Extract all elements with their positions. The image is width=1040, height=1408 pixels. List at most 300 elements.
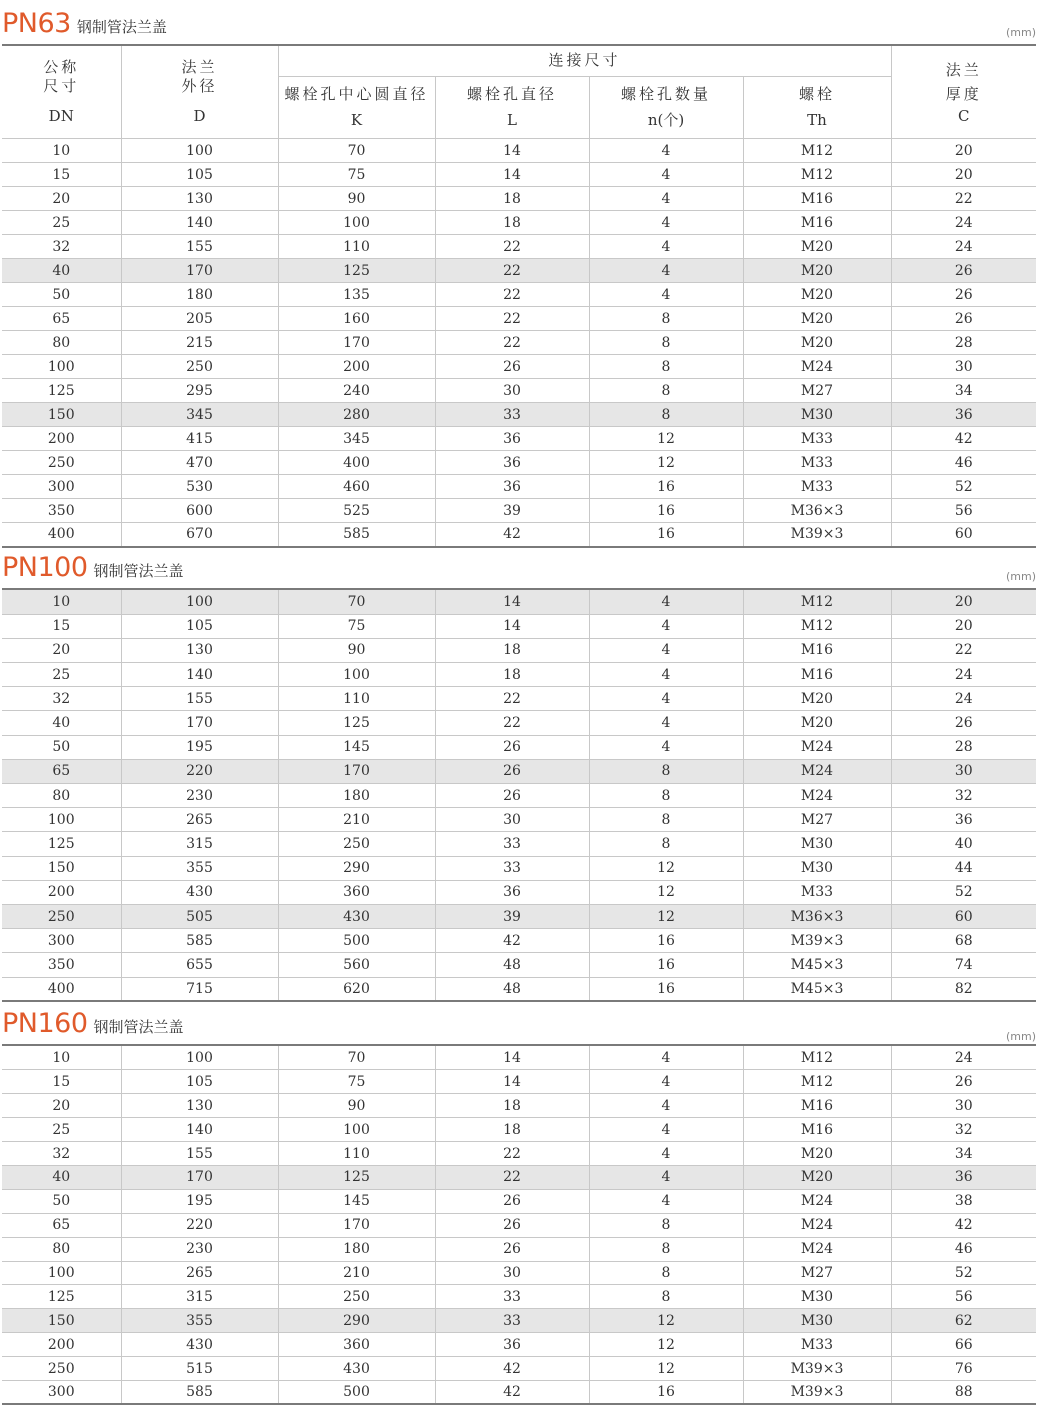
cell-bolt-hole-count: 16	[589, 953, 743, 977]
cell-thickness: 36	[891, 1165, 1036, 1189]
section-pn100	[0, 546, 1040, 1002]
header-bolt-hole-diameter	[435, 76, 589, 138]
table-row	[2, 1142, 1036, 1166]
cell-bolt-hole-diameter: 22	[435, 259, 589, 283]
cell-thickness: 20	[891, 590, 1036, 614]
cell-thickness: 22	[891, 638, 1036, 662]
cell-dn: 300	[2, 475, 121, 499]
section-pn160	[0, 1002, 1040, 1408]
cell-bolt-hole-diameter: 42	[435, 1357, 589, 1381]
cell-dn: 300	[2, 1380, 121, 1404]
cell-bolt-size: M12	[743, 1046, 891, 1070]
cell-thickness: 26	[891, 259, 1036, 283]
header-bolt-hole-count	[589, 76, 743, 138]
cell-bolt-hole-diameter: 22	[435, 307, 589, 331]
cell-bolt-size: M33	[743, 1333, 891, 1357]
cell-bolt-circle: 75	[278, 614, 435, 638]
cell-outer-diameter: 355	[121, 1309, 278, 1333]
cell-bolt-hole-count: 4	[589, 1142, 743, 1166]
table-row	[2, 1070, 1036, 1094]
cell-outer-diameter: 715	[121, 977, 278, 1001]
cell-bolt-hole-diameter: 36	[435, 427, 589, 451]
cell-outer-diameter: 220	[121, 759, 278, 783]
cell-thickness: 40	[891, 832, 1036, 856]
cell-dn: 350	[2, 953, 121, 977]
cell-thickness: 32	[891, 1118, 1036, 1142]
cell-bolt-hole-count: 12	[589, 1357, 743, 1381]
table-row	[2, 1285, 1036, 1309]
cell-outer-diameter: 430	[121, 880, 278, 904]
cell-dn: 15	[2, 1070, 121, 1094]
table-row	[2, 1333, 1036, 1357]
cell-bolt-hole-diameter: 36	[435, 880, 589, 904]
cell-dn: 300	[2, 929, 121, 953]
cell-bolt-size: M16	[743, 211, 891, 235]
cell-outer-diameter: 180	[121, 283, 278, 307]
unit-label: (mm)	[1005, 26, 1036, 39]
cell-bolt-size: M39×3	[743, 1380, 891, 1404]
cell-bolt-hole-count: 8	[589, 1213, 743, 1237]
pressure-class: PN160	[2, 1008, 88, 1039]
header-bolt-hole-code: L	[507, 110, 517, 129]
cell-bolt-size: M24	[743, 735, 891, 759]
cell-dn: 10	[2, 590, 121, 614]
cell-outer-diameter: 430	[121, 1333, 278, 1357]
cell-thickness: 24	[891, 235, 1036, 259]
cell-bolt-hole-count: 12	[589, 1309, 743, 1333]
table-row	[2, 499, 1036, 523]
cell-bolt-size: M33	[743, 880, 891, 904]
table-row	[2, 1118, 1036, 1142]
cell-bolt-hole-count: 4	[589, 1165, 743, 1189]
table-row	[2, 880, 1036, 904]
flange-table-pn63	[2, 46, 1036, 548]
cell-bolt-hole-count: 4	[589, 187, 743, 211]
cell-bolt-hole-count: 4	[589, 139, 743, 163]
cell-bolt-hole-diameter: 18	[435, 187, 589, 211]
cell-bolt-size: M24	[743, 784, 891, 808]
cell-bolt-size: M24	[743, 355, 891, 379]
cell-bolt-hole-diameter: 26	[435, 784, 589, 808]
cell-bolt-circle: 170	[278, 331, 435, 355]
cell-outer-diameter: 130	[121, 187, 278, 211]
cell-outer-diameter: 470	[121, 451, 278, 475]
cell-bolt-hole-diameter: 36	[435, 451, 589, 475]
table-row	[2, 953, 1036, 977]
header-connection-group	[278, 46, 891, 76]
table-row	[2, 590, 1036, 614]
cell-dn: 10	[2, 1046, 121, 1070]
cell-bolt-hole-diameter: 33	[435, 856, 589, 880]
cell-bolt-circle: 290	[278, 856, 435, 880]
cell-bolt-circle: 430	[278, 904, 435, 928]
cell-thickness: 30	[891, 355, 1036, 379]
cell-dn: 400	[2, 977, 121, 1001]
cell-thickness: 52	[891, 475, 1036, 499]
cell-bolt-circle: 100	[278, 663, 435, 687]
cell-bolt-size: M39×3	[743, 929, 891, 953]
cell-thickness: 60	[891, 904, 1036, 928]
cell-bolt-hole-count: 4	[589, 1118, 743, 1142]
cell-bolt-size: M30	[743, 1309, 891, 1333]
cell-thickness: 42	[891, 427, 1036, 451]
cell-dn: 10	[2, 139, 121, 163]
table-row	[2, 379, 1036, 403]
cell-bolt-hole-count: 8	[589, 784, 743, 808]
cell-bolt-size: M33	[743, 475, 891, 499]
cell-bolt-size: M12	[743, 139, 891, 163]
cell-bolt-circle: 125	[278, 259, 435, 283]
cell-dn: 200	[2, 427, 121, 451]
cell-bolt-hole-count: 12	[589, 451, 743, 475]
cell-bolt-hole-diameter: 14	[435, 614, 589, 638]
cell-thickness: 76	[891, 1357, 1036, 1381]
cell-thickness: 46	[891, 451, 1036, 475]
cell-bolt-hole-diameter: 22	[435, 283, 589, 307]
cell-dn: 32	[2, 1142, 121, 1166]
cell-dn: 50	[2, 283, 121, 307]
cell-thickness: 26	[891, 1070, 1036, 1094]
cell-bolt-circle: 70	[278, 590, 435, 614]
cell-dn: 150	[2, 856, 121, 880]
cell-bolt-hole-diameter: 48	[435, 953, 589, 977]
header-bolt-count-code: n(个)	[647, 110, 685, 129]
cell-bolt-hole-count: 8	[589, 808, 743, 832]
cell-bolt-hole-diameter: 42	[435, 929, 589, 953]
table-row	[2, 259, 1036, 283]
cell-outer-diameter: 100	[121, 1046, 278, 1070]
cell-bolt-circle: 360	[278, 880, 435, 904]
cell-bolt-hole-diameter: 14	[435, 1046, 589, 1070]
table-row	[2, 1189, 1036, 1213]
cell-bolt-hole-count: 4	[589, 211, 743, 235]
pressure-class: PN100	[2, 552, 88, 583]
cell-outer-diameter: 230	[121, 1237, 278, 1261]
cell-bolt-circle: 90	[278, 638, 435, 662]
cell-bolt-hole-diameter: 14	[435, 163, 589, 187]
cell-dn: 25	[2, 1118, 121, 1142]
cell-bolt-hole-diameter: 30	[435, 1261, 589, 1285]
cell-bolt-hole-count: 12	[589, 904, 743, 928]
cell-outer-diameter: 670	[121, 523, 278, 547]
cell-bolt-hole-diameter: 30	[435, 808, 589, 832]
table-row	[2, 187, 1036, 211]
cell-outer-diameter: 415	[121, 427, 278, 451]
cell-dn: 350	[2, 499, 121, 523]
cell-bolt-hole-count: 12	[589, 427, 743, 451]
cell-bolt-size: M27	[743, 808, 891, 832]
cell-thickness: 32	[891, 784, 1036, 808]
table-row	[2, 331, 1036, 355]
cell-bolt-hole-diameter: 33	[435, 1309, 589, 1333]
cell-bolt-hole-diameter: 18	[435, 638, 589, 662]
cell-bolt-hole-diameter: 36	[435, 1333, 589, 1357]
cell-dn: 150	[2, 1309, 121, 1333]
flange-table-pn160	[2, 1046, 1036, 1405]
cell-thickness: 36	[891, 403, 1036, 427]
cell-bolt-hole-count: 16	[589, 499, 743, 523]
cell-bolt-hole-count: 12	[589, 856, 743, 880]
table-row	[2, 1261, 1036, 1285]
cell-bolt-size: M12	[743, 590, 891, 614]
cell-dn: 80	[2, 1237, 121, 1261]
cell-bolt-circle: 90	[278, 1094, 435, 1118]
header-bolt-code: Th	[807, 110, 827, 129]
cell-bolt-hole-diameter: 33	[435, 1285, 589, 1309]
cell-bolt-size: M33	[743, 427, 891, 451]
cell-bolt-hole-diameter: 26	[435, 759, 589, 783]
cell-thickness: 88	[891, 1380, 1036, 1404]
cell-bolt-circle: 90	[278, 187, 435, 211]
cell-thickness: 44	[891, 856, 1036, 880]
cell-bolt-hole-count: 4	[589, 259, 743, 283]
cell-bolt-hole-count: 4	[589, 687, 743, 711]
cell-outer-diameter: 315	[121, 832, 278, 856]
cell-thickness: 30	[891, 1094, 1036, 1118]
cell-bolt-circle: 75	[278, 163, 435, 187]
table-row	[2, 1046, 1036, 1070]
cell-bolt-hole-count: 8	[589, 1285, 743, 1309]
table-body	[2, 139, 1036, 547]
cell-bolt-size: M12	[743, 163, 891, 187]
header-flange-thickness	[891, 46, 1036, 139]
cell-outer-diameter: 140	[121, 1118, 278, 1142]
cell-bolt-hole-diameter: 18	[435, 663, 589, 687]
pressure-class: PN63	[2, 8, 71, 39]
cell-thickness: 36	[891, 808, 1036, 832]
cell-thickness: 52	[891, 1261, 1036, 1285]
cell-bolt-circle: 250	[278, 1285, 435, 1309]
cell-bolt-size: M30	[743, 1285, 891, 1309]
cell-dn: 40	[2, 259, 121, 283]
cell-bolt-size: M12	[743, 614, 891, 638]
cell-bolt-hole-diameter: 22	[435, 1165, 589, 1189]
cell-outer-diameter: 195	[121, 735, 278, 759]
cell-bolt-size: M16	[743, 638, 891, 662]
cell-outer-diameter: 295	[121, 379, 278, 403]
cell-bolt-size: M20	[743, 687, 891, 711]
unit-label: (mm)	[1005, 1030, 1036, 1043]
table-body	[2, 1046, 1036, 1404]
cell-thickness: 34	[891, 1142, 1036, 1166]
cell-thickness: 24	[891, 211, 1036, 235]
cell-outer-diameter: 355	[121, 856, 278, 880]
cell-dn: 25	[2, 663, 121, 687]
cell-bolt-size: M20	[743, 331, 891, 355]
flange-table-pn100	[2, 590, 1036, 1002]
cell-bolt-hole-count: 12	[589, 880, 743, 904]
cell-bolt-hole-count: 4	[589, 1189, 743, 1213]
header-bolt-label: 螺栓	[799, 84, 836, 103]
cell-outer-diameter: 655	[121, 953, 278, 977]
cell-thickness: 24	[891, 687, 1036, 711]
cell-outer-diameter: 230	[121, 784, 278, 808]
cell-dn: 80	[2, 331, 121, 355]
cell-outer-diameter: 130	[121, 638, 278, 662]
cell-bolt-circle: 160	[278, 307, 435, 331]
cell-bolt-hole-diameter: 22	[435, 235, 589, 259]
cell-dn: 100	[2, 1261, 121, 1285]
table-row	[2, 283, 1036, 307]
cell-outer-diameter: 215	[121, 331, 278, 355]
cell-dn: 250	[2, 1357, 121, 1381]
cell-bolt-size: M30	[743, 832, 891, 856]
header-bolt-circle	[278, 76, 435, 138]
cell-dn: 65	[2, 759, 121, 783]
cell-thickness: 68	[891, 929, 1036, 953]
cell-bolt-hole-count: 4	[589, 590, 743, 614]
cell-bolt-size: M20	[743, 307, 891, 331]
cell-bolt-hole-count: 4	[589, 1070, 743, 1094]
cell-bolt-hole-diameter: 26	[435, 735, 589, 759]
cell-bolt-size: M12	[743, 1070, 891, 1094]
cell-outer-diameter: 105	[121, 163, 278, 187]
cell-outer-diameter: 195	[121, 1189, 278, 1213]
cell-thickness: 66	[891, 1333, 1036, 1357]
cell-bolt-hole-count: 16	[589, 475, 743, 499]
cell-bolt-circle: 560	[278, 953, 435, 977]
cell-thickness: 82	[891, 977, 1036, 1001]
table-row	[2, 139, 1036, 163]
cell-dn: 65	[2, 307, 121, 331]
cell-bolt-hole-count: 16	[589, 1380, 743, 1404]
cell-bolt-circle: 180	[278, 784, 435, 808]
table-row	[2, 211, 1036, 235]
section-subtitle: 钢制管法兰盖	[93, 562, 184, 580]
cell-bolt-size: M30	[743, 403, 891, 427]
cell-bolt-circle: 290	[278, 1309, 435, 1333]
cell-outer-diameter: 155	[121, 687, 278, 711]
cell-bolt-size: M24	[743, 1213, 891, 1237]
cell-thickness: 26	[891, 283, 1036, 307]
cell-bolt-size: M24	[743, 1189, 891, 1213]
cell-outer-diameter: 265	[121, 1261, 278, 1285]
cell-bolt-circle: 280	[278, 403, 435, 427]
cell-bolt-hole-count: 8	[589, 832, 743, 856]
cell-bolt-hole-count: 8	[589, 1261, 743, 1285]
cell-bolt-circle: 430	[278, 1357, 435, 1381]
cell-bolt-size: M27	[743, 379, 891, 403]
header-nominal-code: DN	[48, 107, 74, 125]
cell-thickness: 24	[891, 663, 1036, 687]
cell-dn: 200	[2, 880, 121, 904]
cell-bolt-size: M20	[743, 235, 891, 259]
cell-bolt-circle: 210	[278, 808, 435, 832]
header-thickness-code: C	[958, 107, 970, 125]
cell-thickness: 20	[891, 614, 1036, 638]
table-row	[2, 1309, 1036, 1333]
cell-thickness: 62	[891, 1309, 1036, 1333]
table-row	[2, 451, 1036, 475]
cell-dn: 250	[2, 904, 121, 928]
cell-outer-diameter: 140	[121, 663, 278, 687]
section-title	[2, 1008, 184, 1048]
cell-bolt-circle: 70	[278, 139, 435, 163]
cell-dn: 150	[2, 403, 121, 427]
cell-bolt-size: M30	[743, 856, 891, 880]
table-row	[2, 1165, 1036, 1189]
cell-outer-diameter: 265	[121, 808, 278, 832]
cell-outer-diameter: 170	[121, 1165, 278, 1189]
cell-outer-diameter: 220	[121, 1213, 278, 1237]
cell-dn: 20	[2, 1094, 121, 1118]
cell-bolt-size: M16	[743, 1118, 891, 1142]
cell-bolt-hole-diameter: 18	[435, 1118, 589, 1142]
section-title	[2, 8, 167, 48]
table-row	[2, 784, 1036, 808]
cell-bolt-size: M16	[743, 1094, 891, 1118]
cell-bolt-hole-count: 4	[589, 235, 743, 259]
cell-bolt-hole-count: 16	[589, 977, 743, 1001]
cell-bolt-size: M27	[743, 1261, 891, 1285]
cell-bolt-size: M24	[743, 759, 891, 783]
cell-bolt-size: M39×3	[743, 1357, 891, 1381]
cell-thickness: 56	[891, 1285, 1036, 1309]
table-row	[2, 735, 1036, 759]
cell-bolt-circle: 100	[278, 211, 435, 235]
header-bolt	[743, 76, 891, 138]
cell-dn: 80	[2, 784, 121, 808]
cell-bolt-hole-count: 8	[589, 355, 743, 379]
cell-bolt-size: M20	[743, 259, 891, 283]
table-row	[2, 355, 1036, 379]
cell-bolt-circle: 500	[278, 1380, 435, 1404]
table-row	[2, 638, 1036, 662]
cell-dn: 50	[2, 735, 121, 759]
cell-dn: 65	[2, 1213, 121, 1237]
cell-dn: 50	[2, 1189, 121, 1213]
section-subtitle: 钢制管法兰盖	[76, 18, 167, 36]
cell-bolt-size: M16	[743, 663, 891, 687]
cell-thickness: 28	[891, 735, 1036, 759]
cell-bolt-circle: 135	[278, 283, 435, 307]
cell-bolt-hole-count: 8	[589, 331, 743, 355]
header-nominal-size	[2, 46, 121, 139]
cell-outer-diameter: 345	[121, 403, 278, 427]
table-row	[2, 904, 1036, 928]
cell-bolt-size: M45×3	[743, 977, 891, 1001]
cell-bolt-hole-count: 4	[589, 1094, 743, 1118]
cell-dn: 25	[2, 211, 121, 235]
cell-bolt-size: M20	[743, 1142, 891, 1166]
cell-thickness: 20	[891, 163, 1036, 187]
table-row	[2, 711, 1036, 735]
table-row	[2, 427, 1036, 451]
cell-bolt-hole-diameter: 26	[435, 1237, 589, 1261]
cell-bolt-circle: 125	[278, 711, 435, 735]
cell-bolt-hole-diameter: 22	[435, 1142, 589, 1166]
header-bolt-circle-code: K	[350, 110, 363, 129]
cell-outer-diameter: 205	[121, 307, 278, 331]
header-bolt-circle-label: 螺栓孔中心圆直径	[284, 84, 429, 103]
cell-bolt-circle: 145	[278, 1189, 435, 1213]
table-row	[2, 235, 1036, 259]
table-row	[2, 1213, 1036, 1237]
cell-dn: 32	[2, 235, 121, 259]
header-bolt-hole-label: 螺栓孔直径	[466, 84, 557, 103]
cell-dn: 200	[2, 1333, 121, 1357]
cell-bolt-hole-count: 4	[589, 638, 743, 662]
cell-thickness: 26	[891, 307, 1036, 331]
cell-bolt-hole-count: 4	[589, 735, 743, 759]
cell-bolt-size: M33	[743, 451, 891, 475]
cell-bolt-circle: 460	[278, 475, 435, 499]
cell-bolt-hole-diameter: 33	[435, 403, 589, 427]
cell-bolt-hole-diameter: 22	[435, 711, 589, 735]
unit-label: (mm)	[1005, 570, 1036, 583]
cell-thickness: 60	[891, 523, 1036, 547]
cell-dn: 40	[2, 711, 121, 735]
